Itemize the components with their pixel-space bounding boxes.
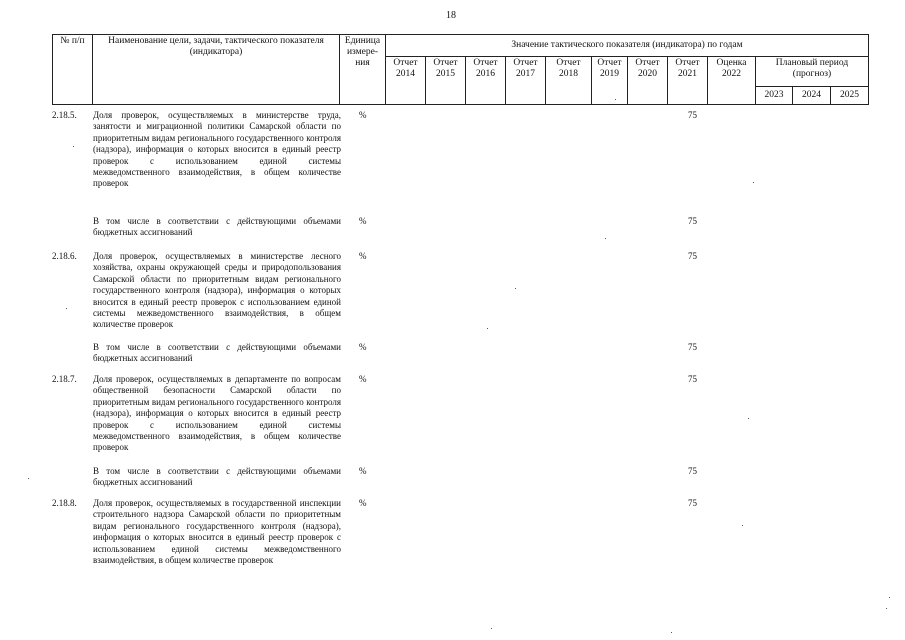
scan-speck: [28, 478, 29, 479]
header-plan-title: Плановый период (прогноз): [756, 57, 869, 87]
header-plan-year: 2024: [793, 87, 831, 105]
row-value-2021: 75: [688, 342, 697, 352]
row-value-2021: 75: [688, 110, 697, 120]
header-year-col: Отчет 2020: [628, 57, 668, 105]
header-year-col: Отчет 2017: [506, 57, 546, 105]
row-number: 2.18.7.: [52, 374, 77, 384]
row-value-2021: 75: [688, 251, 697, 261]
row-number: 2.18.5.: [52, 110, 77, 120]
scan-speck: [742, 525, 743, 526]
header-name: Наименование цели, задачи, тактического показателя (индикатора): [93, 35, 340, 105]
header-year-col: Отчет 2021: [668, 57, 708, 105]
header-year-col: Отчет 2014: [386, 57, 426, 105]
row-number: 2.18.6.: [52, 251, 77, 261]
scan-speck: [487, 328, 488, 329]
scan-speck: [753, 182, 754, 183]
header-num: № п/п: [53, 35, 93, 105]
row-number: 2.18.8.: [52, 498, 77, 508]
row-value-2021: 75: [688, 498, 697, 508]
header-year-col: Отчет 2018: [546, 57, 592, 105]
scan-speck: [73, 146, 74, 147]
scan-speck: [605, 238, 606, 239]
row-value-2021: 75: [688, 466, 697, 476]
row-unit: %: [359, 251, 367, 261]
header-year-col: Отчет 2016: [466, 57, 506, 105]
scan-speck: [615, 99, 616, 100]
header-group-title: Значение тактического показателя (индикатора) по годам: [386, 35, 869, 57]
row-unit: %: [359, 216, 367, 226]
row-unit: %: [359, 110, 367, 120]
row-text: В том числе в соответствии с действующими объемами бюджетных ассигнований: [93, 466, 341, 488]
row-text: Доля проверок, осуществляемых в министерстве лесного хозяйства, охраны окружающей среды и природопользования Самарской области по приоритетным видам регионального государственного контроля (надзора), информация о которых вносится в единый реестр проверок с использованием единой системы межведомственного взаимодействия, в общем количестве проверок: [93, 251, 341, 330]
row-text: Доля проверок, осуществляемых в департаменте по вопросам общественной безопасности Самарской области по приоритетным видам регионального государственного контроля (надзора), информация о которых вносится в единый реестр проверок с использованием единой системы межведомственного взаимодействия, в общем количестве проверок: [93, 374, 341, 453]
row-text: Доля проверок, осуществляемых в государственной инспекции строительного надзора Самарской области по приоритетным видам регионального государственного контроля (надзора), информация о которых вносится в единый реестр проверок с использованием единой системы межведомственного взаимодействия, в общем количестве проверок: [93, 498, 341, 566]
row-unit: %: [359, 374, 367, 384]
scan-speck: [66, 308, 67, 309]
header-year-col: Оценка 2022: [708, 57, 756, 105]
scan-speck: [886, 608, 887, 609]
page-number: 18: [446, 10, 456, 21]
header-plan-year: 2025: [831, 87, 869, 105]
scan-speck: [491, 628, 492, 629]
row-unit: %: [359, 498, 367, 508]
header-year-col: Отчет 2019: [592, 57, 628, 105]
row-text: В том числе в соответствии с действующими объемами бюджетных ассигнований: [93, 216, 341, 238]
scan-speck: [748, 418, 749, 419]
row-unit: %: [359, 466, 367, 476]
header-table: [52, 34, 869, 105]
row-unit: %: [359, 342, 367, 352]
row-value-2021: 75: [688, 374, 697, 384]
row-text: Доля проверок, осуществляемых в министерстве труда, занятости и миграционной политики Самарской области по приоритетным видам регионального государственного контроля (надзора), информация о которых вносится в единый реестр проверок с использованием единой системы межведомственного взаимодействия, в общем количестве проверок: [93, 110, 341, 189]
header-plan-year: 2023: [756, 87, 793, 105]
header-unit: Единица измере-ния: [340, 35, 386, 105]
scan-speck: [671, 632, 672, 633]
scan-speck: [515, 288, 516, 289]
header-year-col: Отчет 2015: [426, 57, 466, 105]
row-text: В том числе в соответствии с действующими объемами бюджетных ассигнований: [93, 342, 341, 364]
row-value-2021: 75: [688, 216, 697, 226]
scan-speck: [889, 597, 890, 598]
